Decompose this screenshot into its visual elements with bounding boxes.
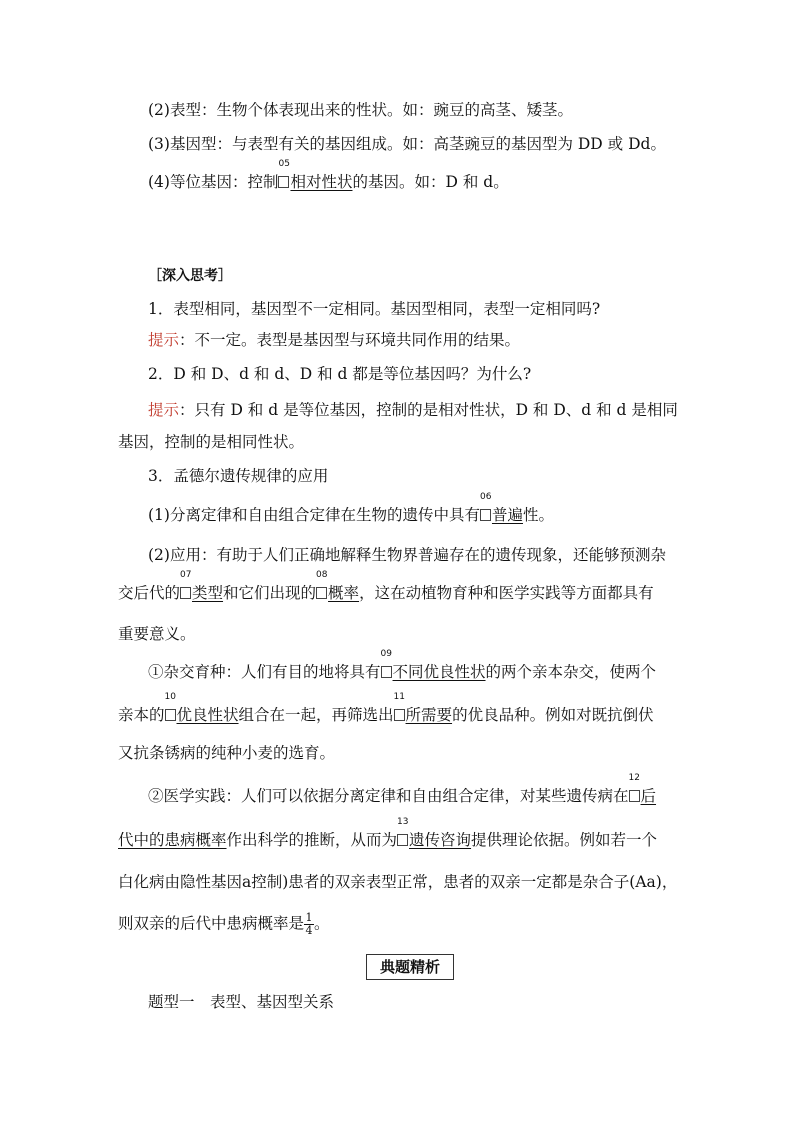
section-banner: 典题精析: [366, 954, 454, 980]
para-probability: [118, 912, 678, 937]
text: 的两个亲本杂交，使两个: [485, 663, 657, 681]
text: 作出科学的推断，从而为: [226, 831, 398, 849]
blank-number: 10: [164, 692, 176, 702]
blank-answer: 相对性状: [290, 173, 353, 191]
answer-2: [148, 400, 708, 420]
para-genotype: (3)基因型：与表型有关的基因组成。如：高茎豌豆的基因型为 DD 或 Dd。: [148, 135, 666, 153]
question-1: 1．表型相同，基因型不一定相同。基因型相同，表型一定相同吗?: [148, 300, 601, 318]
answer-2-cont: 基因，控制的是相同性状。: [118, 433, 305, 451]
blank-answer: 类型: [192, 584, 224, 602]
para-universality: [148, 492, 708, 525]
blank-box-icon: [316, 587, 327, 599]
para-hybrid-breeding: [148, 649, 708, 682]
para-hybrid-breeding-cont: [118, 692, 678, 725]
text: 则双亲的后代中患病概率是: [118, 914, 305, 933]
fraction-one-quarter: [304, 912, 314, 937]
blank-10: [164, 692, 239, 725]
hint-label: 提示: [148, 401, 180, 419]
fraction-numerator: 1: [305, 911, 313, 924]
blank-11: [393, 692, 453, 725]
blank-answer: 所需要: [405, 706, 453, 724]
para-albinism: 白化病由隐性基因a控制)患者的双亲表型正常，患者的双亲一定都是杂合子(Aa)，: [118, 873, 678, 891]
text: 组合在一起，再筛选出: [238, 706, 394, 724]
text: (4)等位基因：控制: [148, 173, 279, 191]
blank-06: [479, 492, 523, 525]
blank-12: [628, 773, 657, 806]
blank-number: 12: [628, 773, 640, 783]
blank-box-icon: [278, 176, 289, 188]
para-medical-practice: [148, 773, 708, 806]
blank-07: [180, 570, 224, 603]
blank-answer: 后: [640, 787, 657, 805]
text: 性。: [522, 506, 554, 524]
blank-box-icon: [397, 834, 408, 846]
para-hybrid-breeding-end: 又抗条锈病的纯种小麦的选育。: [118, 744, 336, 762]
blank-answer: 普遍: [491, 506, 523, 524]
hint-label: 提示: [148, 331, 180, 349]
blank-number: 09: [380, 649, 392, 659]
blank-answer: 概率: [328, 584, 360, 602]
para-application: (2)应用：有助于人们正确地解释生物界普遍存在的遗传现象，还能够预测杂: [148, 546, 666, 564]
text: 交后代的: [118, 584, 181, 602]
text: 的优良品种。例如对既抗倒伏: [452, 706, 654, 724]
para-application-end: 重要意义。: [118, 625, 196, 643]
para-allele: [148, 159, 708, 192]
blank-number: 08: [316, 570, 328, 580]
text: ，这在动植物育种和医学实践等方面都具有: [359, 584, 654, 602]
section-3-title: 3．孟德尔遗传规律的应用: [148, 467, 329, 485]
blank-number: 06: [479, 492, 492, 502]
blank-box-icon: [180, 587, 191, 599]
text: ①杂交育种：人们有目的地将具有: [148, 663, 381, 681]
blank-13: [397, 817, 472, 850]
text: 。: [314, 914, 330, 933]
question-2: 2．D 和 D、d 和 d、D 和 d 都是等位基因吗？为什么?: [148, 365, 532, 383]
blank-answer-cont: 代中的患病概率: [118, 831, 227, 849]
para-medical-practice-cont: [118, 817, 678, 850]
blank-answer: 不同优良性状: [392, 663, 486, 681]
question-type-1: 题型一 表型、基因型关系: [148, 993, 335, 1011]
para-phenotype: (2)表型：生物个体表现出来的性状。如：豌豆的高茎、矮茎。: [148, 101, 573, 119]
text: 和它们出现的: [223, 584, 317, 602]
blank-08: [316, 570, 360, 603]
text: ：不一定。表型是基因型与环境共同作用的结果。: [179, 331, 521, 349]
para-application-cont: [118, 570, 678, 603]
text: 亲本的: [118, 706, 165, 724]
text: ②医学实践：人们可以依据分离定律和自由组合定律，对某些遗传病在: [148, 787, 629, 805]
deep-thinking-label: ［深入思考］: [148, 268, 232, 284]
blank-box-icon: [629, 790, 640, 802]
blank-number: 07: [180, 570, 192, 580]
blank-box-icon: [165, 709, 176, 721]
blank-05: [278, 159, 353, 192]
blank-number: 11: [393, 692, 405, 702]
answer-1: [148, 330, 708, 350]
text: ：只有 D 和 d 是等位基因，控制的是相对性状，D 和 D、d 和 d 是相同: [179, 401, 678, 419]
text: (1)分离定律和自由组合定律在生物的遗传中具有: [148, 506, 480, 524]
blank-box-icon: [394, 709, 405, 721]
blank-box-icon: [381, 666, 392, 678]
text: 的基因。如：D 和 d。: [352, 173, 509, 191]
blank-09: [380, 649, 486, 682]
blank-box-icon: [480, 509, 491, 521]
blank-answer: 优良性状: [176, 706, 239, 724]
blank-answer: 遗传咨询: [409, 831, 472, 849]
fraction-denominator: 4: [305, 924, 313, 937]
blank-number: 05: [278, 159, 290, 169]
blank-number: 13: [397, 817, 409, 827]
text: 提供理论依据。例如若一个: [471, 831, 658, 849]
